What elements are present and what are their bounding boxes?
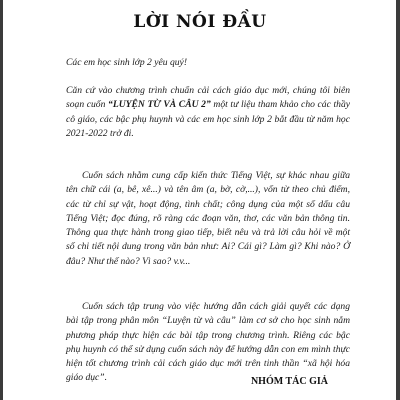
page-border-right — [396, 0, 400, 400]
paragraph-focus: Cuốn sách tập trung vào việc hướng dẫn cách giải quyết các dạng bài tập trong phân môn “Luyện từ và câu” làm cơ sở cho học sinh nắm phương pháp thực hiện các bài tập trong chương trình. Riêng các bậc phụ huynh có thể sử dụng cuốn sách này để hướng dẫn con em mình thực hiện tốt chương trình cải cách giáo dục mới trên tinh thần “xã hội hóa giáo dục”. — [66, 301, 350, 384]
page-title: LỜI NÓI ĐẦU — [133, 12, 267, 32]
paragraph-intro-end: một tư liệu tham khảo cho các thầy cô giáo, các bậc phụ huynh và các em học sinh lớp 2 bắt đầu từ năm học 2021-2022 trở đi. — [66, 99, 351, 139]
page-border-left — [0, 0, 3, 400]
paragraph-purpose: Cuốn sách nhằm cung cấp kiến thức Tiếng Việt, sự khác nhau giữa tên chữ cái (a, bê, xê...) và tên âm (a, bờ, cờ,...), vốn từ theo chủ điểm, các từ chỉ sự vật, hoạt động, tình chất; công dụng của một số dấu câu Tiếng Việt; đọc đúng, rõ ràng các đoạn văn, thơ, các văn bản thông tin. Thông qua thực hành trong giao tiếp, biết nêu và trả lời câu hỏi về một số chi tiết nội dung trong văn bản như: Ai? Cái gì? Làm gì? Khi nào? Ở đâu? Như thế nào? Vì sao? v.v... — [66, 170, 350, 267]
author-signature: NHÓM TÁC GIẢ — [250, 376, 328, 387]
paragraph-intro-start: Căn cứ vào chương trình chuẩn cải cách giáo dục mới, chúng tôi biên soạn cuốn — [66, 85, 350, 111]
greeting-text: Các em học sinh lớp 2 yêu quý! — [66, 57, 188, 68]
book-title: “LUYỆN TỪ VÀ CÂU 2” — [108, 99, 211, 111]
paragraph-intro — [66, 84, 350, 141]
